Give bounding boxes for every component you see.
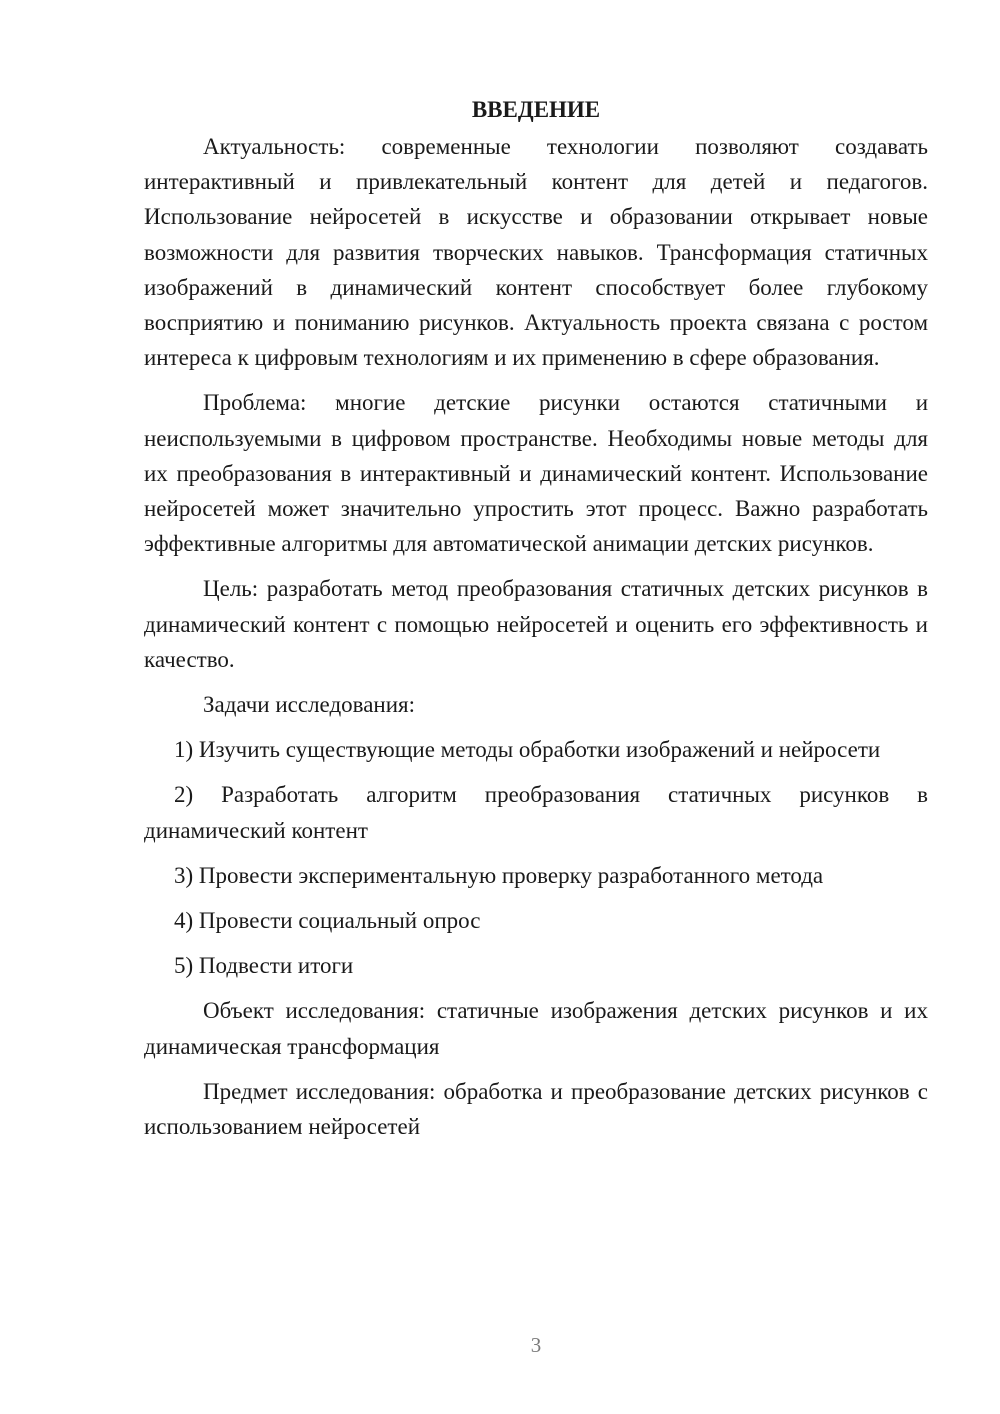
task-item: 3) Провести экспериментальную проверку разработанного метода [174, 862, 824, 888]
problem-paragraph: Проблема: многие детские рисунки остаются статичными и неиспользуемыми в цифровом пространстве. Необходимы новые методы для их преобразования в интерактивный и динамический контент. Использование нейросетей может значительно упростить этот процесс. Важно разработать эффективные алгоритмы для автоматической анимации детских рисунков. [144, 390, 928, 557]
subject-paragraph: Предмет исследования: обработка и преобразование детских рисунков с использованием нейросетей [144, 1078, 928, 1140]
task-item: 2) Разработать алгоритм преобразования статичных рисунков в динамический контент [144, 782, 928, 843]
document-page [144, 92, 928, 1154]
object-paragraph: Объект исследования: статичные изображения детских рисунков и их динамическая трансформация [144, 998, 928, 1059]
tasks-heading: Задачи исследования: [203, 692, 416, 718]
task-item: 4) Провести социальный опрос [174, 908, 481, 934]
task-item: 1) Изучить существующие методы обработки изображений и нейросети [174, 737, 881, 763]
section-title: ВВЕДЕНИЕ [471, 97, 601, 122]
goal-paragraph: Цель: разработать метод преобразования статичных детских рисунков в динамический контент с помощью нейросетей и оценить его эффективность и качество. [144, 576, 928, 672]
page-number: 3 [530, 1333, 542, 1357]
relevance-paragraph: Актуальность: современные технологии позволяют создавать интерактивный и привлекательный контент для детей и педагогов. Использование нейросетей в искусстве и образовании открывает новые возможности для развития творческих навыков. Трансформация статичных изображений в динамический контент способствует более глубокому восприятию и пониманию рисунков. Актуальность проекта связана с ростом интереса к цифровым технологиям и их применению в сфере образования. [144, 134, 928, 371]
task-item: 5) Подвести итоги [174, 953, 354, 979]
